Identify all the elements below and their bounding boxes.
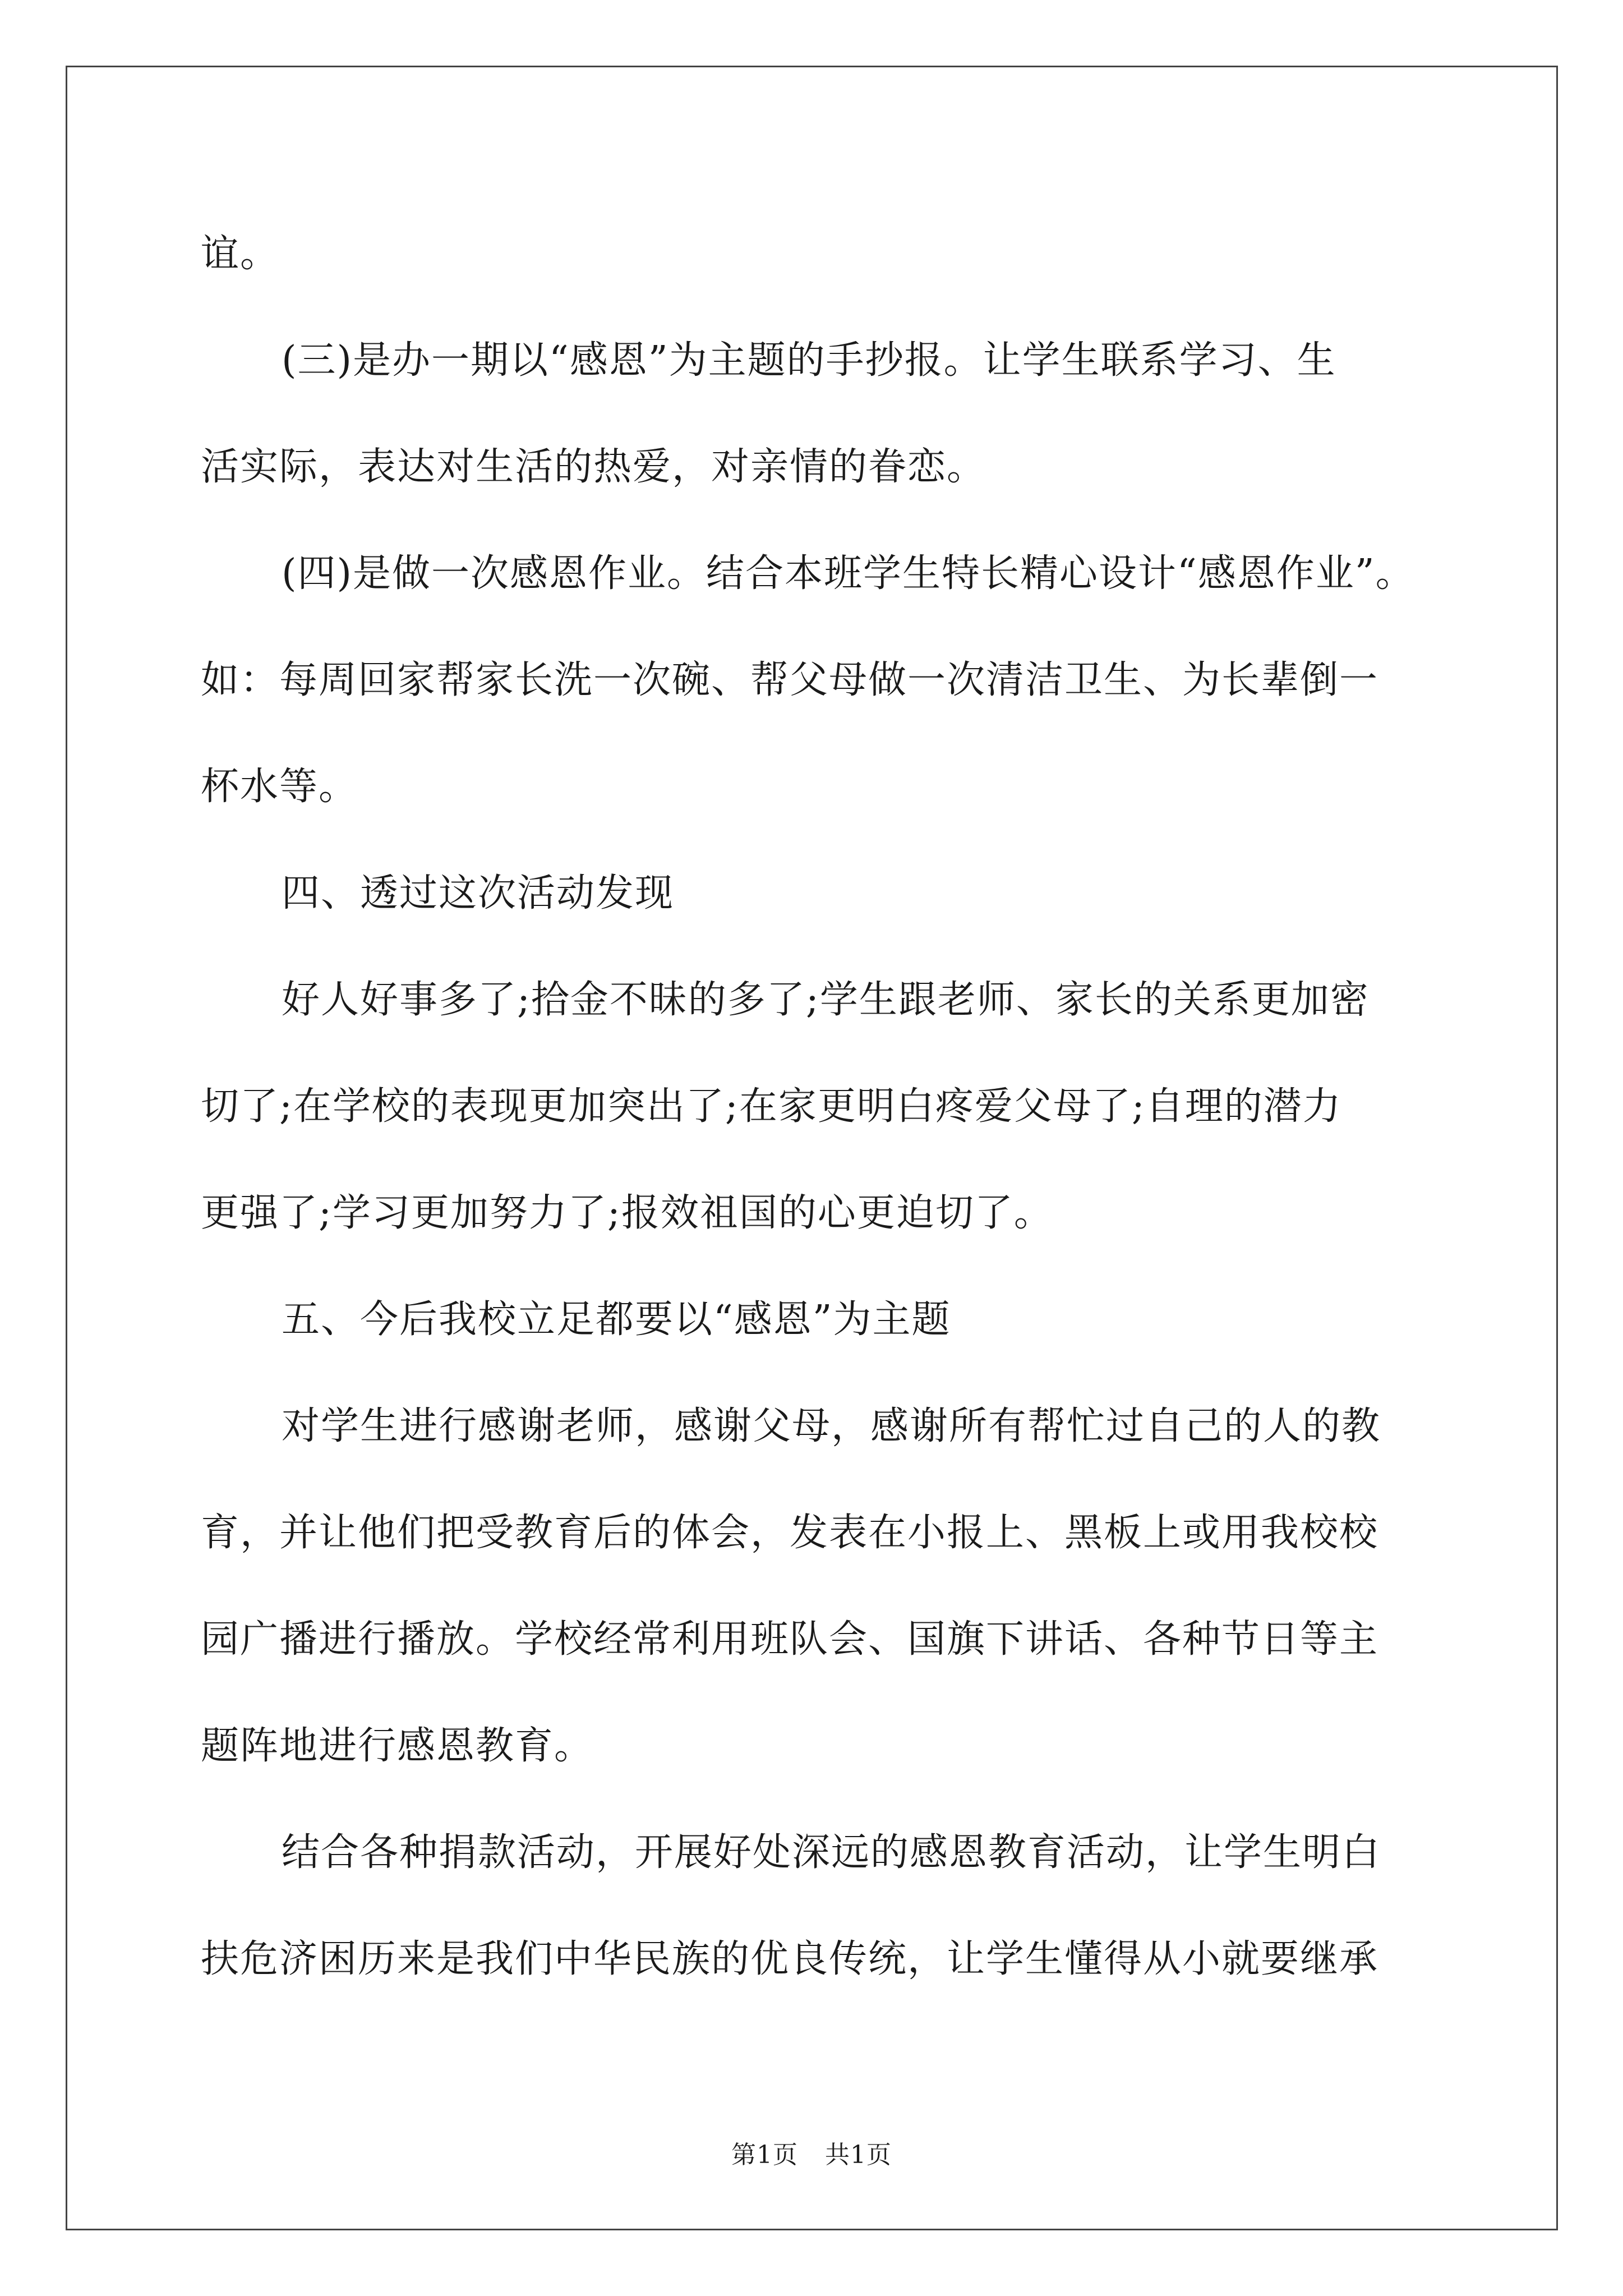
text-line: 园广播进行播放。学校经常利用班队会、国旗下讲话、各种节日等主 <box>201 1617 1379 1662</box>
document-body <box>201 201 1429 2013</box>
text-line: 结合各种捐款活动，开展好处深远的感恩教育活动，让学生明白 <box>282 1830 1381 1875</box>
section-heading: 四、透过这次活动发现 <box>282 871 675 915</box>
text-line: 题阵地进行感恩教育。 <box>201 1724 594 1768</box>
text-line: (四)是做一次感恩作业。结合本班学生特长精心设计“感恩作业”。 <box>282 551 1415 596</box>
page-footer <box>0 2138 1623 2172</box>
page-number: 第1页 <box>731 2141 798 2169</box>
text-line: 活实际，表达对生活的热爱，对亲情的眷恋。 <box>201 445 986 489</box>
text-line: 扶危济困历来是我们中华民族的优良传统，让学生懂得从小就要继承 <box>201 1937 1379 1981</box>
section-heading: 五、今后我校立足都要以“感恩”为主题 <box>282 1297 951 1342</box>
text-line: 好人好事多了;拾金不昧的多了;学生跟老师、家长的关系更加密 <box>282 978 1370 1022</box>
page-total: 共1页 <box>825 2141 892 2169</box>
text-line: (三)是办一期以“感恩”为主题的手抄报。让学生联系学习、生 <box>282 338 1336 383</box>
text-line: 对学生进行感谢老师，感谢父母，感谢所有帮忙过自己的人的教 <box>282 1404 1381 1448</box>
text-line: 更强了;学习更加努力了;报效祖国的心更迫切了。 <box>201 1191 1053 1235</box>
text-line: 谊。 <box>201 232 280 276</box>
text-line: 切了;在学校的表现更加突出了;在家更明白疼爱父母了;自理的潜力 <box>201 1084 1342 1129</box>
text-line: 杯水等。 <box>201 765 358 809</box>
text-line: 育，并让他们把受教育后的体会，发表在小报上、黑板上或用我校校 <box>201 1511 1379 1555</box>
text-line: 如：每周回家帮家长洗一次碗、帮父母做一次清洁卫生、为长辈倒一 <box>201 658 1379 702</box>
